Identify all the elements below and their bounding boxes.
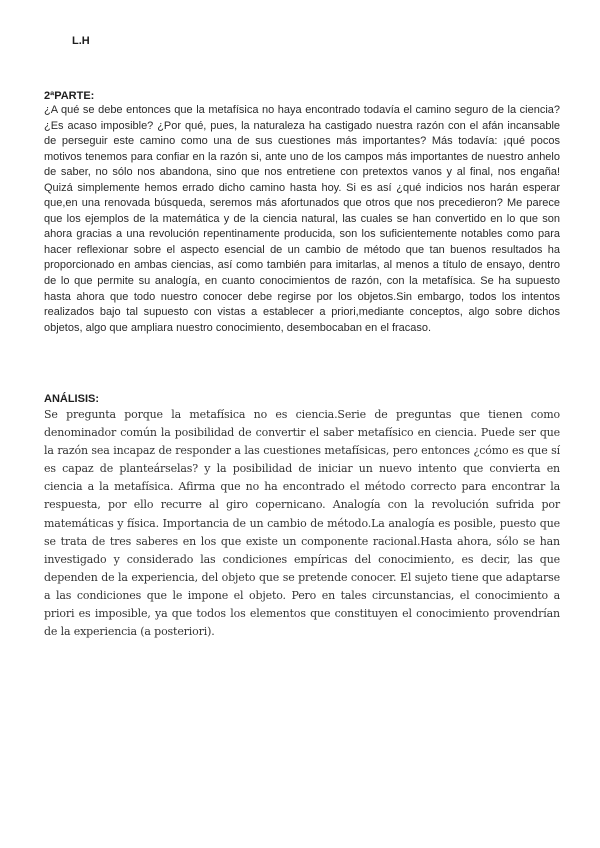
analysis-text: Se pregunta porque la metafísica no es ciencia.Serie de preguntas que tienen como denominador común la posibilidad de convertir el saber metafísico en ciencia. Puede ser que la razón sea incapaz de responder a las cuestiones metafísicas, pero entonces ¿cómo es que sí es capaz de planteárselas? y la posibilidad de iniciar un nuevo intento que convierta en ciencia a la metafísica. Afirma que no ha encontrado el método correcto para encontrar la respuesta, por ello recurre al giro copernicano. Analogía con la revolución sufrida por matemáticas y física. Importancia de un cambio de método.La analogía es posible, puesto que se trata de tres saberes en los que existe un componente racional.Hasta ahora, sólo se han investigado y considerado las condiciones empíricas del conocimiento, es decir, las que dependen de la experiencia, del objeto que se pretende conocer. El sujeto tiene que adaptarse a las condiciones que le impone el objeto. Pero en tales circunstancias, el conocimiento a priori es imposible, ya que todos los elementos que constituyen el conocimiento provendrían de la experiencia (a posteriori). [44,408,560,639]
part2-text: ¿A qué se debe entonces que la metafísica no haya encontrado todavía el camino seguro de la ciencia? ¿Es acaso imposible? ¿Por qué, pues, la naturaleza ha castigado nuestra razón con el afán incansable de perseguir este camino como una de sus cuestiones más importantes? Más todavía: ¡qué pocos motivos tenemos para confiar en la razón si, ante uno de los campos más importantes de nuestro anhelo de saber, no sólo nos abandona, sino que nos entretiene con pretextos vanos y al final, nos engaña! Quizá simplemente hemos errado dicho camino hasta hoy. Si es así ¿qué indicios nos harán esperar que,en una renovada búsqueda, seremos más afortunados que otros que nos precedieron? Me parece que los ejemplos de la matemática y de la ciencia natural, las cuales se han convertido en lo que son ahora gracias a una revolución repentinamente producida, son los suficientemente notables como para hacer reflexionar sobre el aspecto esencial de un cambio de método que tan buenos resultados ha proporcionado en ambas ciencias, así como también para imitarlas, al menos a título de ensayo, dentro de lo que permite su analogía, en cuanto conocimientos de razón, con la metafísica. Se ha supuesto hasta ahora que todo nuestro conocer debe regirse por los objetos.Sin embargo, todos los intentos realizados bajo tal supuesto con vistas a establecer a priori,mediante conceptos, algo sobre dichos objetos, algo que ampliara nuestro conocimiento, desembocaban en el fracaso. [44,104,560,334]
part2-heading: 2ªPARTE: [44,90,95,102]
analysis-heading: ANÁLISIS: [44,393,99,405]
analysis-section [44,392,560,641]
part2-section [44,89,560,336]
author-initials: L.H [72,35,90,47]
